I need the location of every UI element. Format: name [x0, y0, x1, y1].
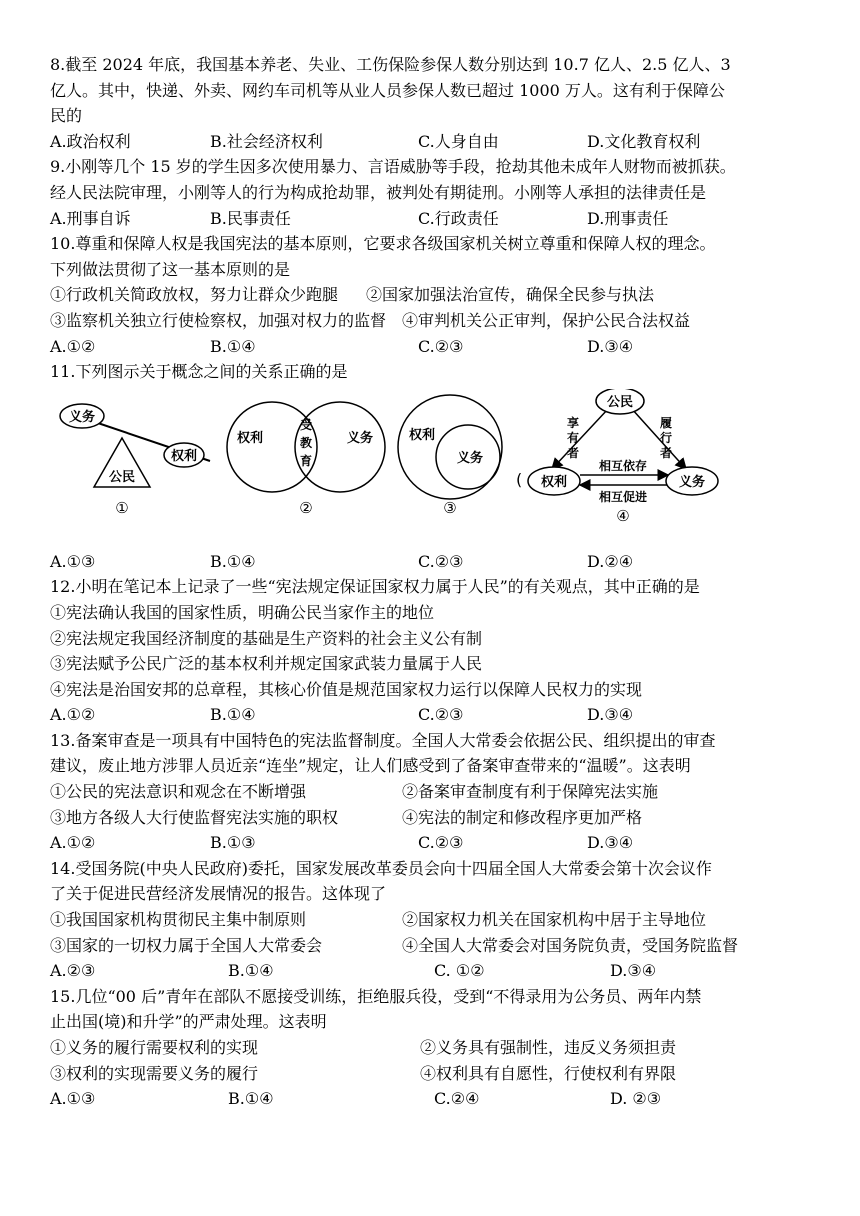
statement-row — [50, 907, 828, 933]
statement-3: ③地方各级人大行使监督宪法实施的职权 — [50, 807, 339, 827]
option-c[interactable]: C.②③ — [418, 336, 464, 356]
option-b[interactable]: B.①④ — [210, 336, 256, 356]
statement-4: ④宪法的制定和修改程序更加严格 — [402, 807, 643, 827]
options — [50, 702, 828, 728]
statement-1: ①我国国家机构贯彻民主集中制原则 — [50, 910, 307, 930]
options — [50, 206, 828, 232]
question-12 — [50, 574, 828, 728]
option-b[interactable]: B.①④ — [228, 961, 274, 981]
option-a[interactable]: A.①③ — [50, 1089, 96, 1109]
d4-right-label: 义务 — [678, 474, 706, 490]
question-9 — [50, 154, 828, 231]
option-b[interactable]: B.①④ — [228, 1089, 274, 1109]
statement-row — [50, 933, 828, 959]
option-c[interactable]: C.行政责任 — [418, 208, 499, 228]
d4-edge-right-1: 履 — [659, 415, 673, 430]
exam-page — [50, 52, 828, 1112]
d4-left-label: 权利 — [540, 474, 568, 490]
d1-number: ① — [115, 498, 129, 517]
d2-left-label: 权利 — [236, 430, 264, 446]
option-c[interactable]: C.②③ — [418, 833, 464, 853]
option-b[interactable]: B.①④ — [210, 551, 256, 571]
question-15 — [50, 984, 828, 1112]
statement-4: ④权利具有自愿性，行使权利有界限 — [420, 1063, 677, 1083]
diagram-1 — [60, 404, 210, 517]
d2-mid-3: 育 — [299, 453, 313, 468]
statement-3: ③监察机关独立行使检察权，加强对权力的监督 — [50, 310, 387, 330]
statement-2: ②宪法规定我国经济制度的基础是生产资料的社会主义公有制 — [50, 628, 483, 648]
statement-row — [50, 1035, 828, 1061]
question-text: 10.尊重和保障人权是我国宪法的基本原则，它要求各级国家机关树立尊重和保障人权的理念。 — [50, 234, 716, 254]
d3-outer-label: 权利 — [408, 427, 436, 443]
statement-3: ③宪法赋予公民广泛的基本权利并规定国家武装力量属于人民 — [50, 654, 483, 674]
d4-edge-left-3: 者 — [566, 445, 580, 460]
option-b[interactable]: B.社会经济权利 — [210, 131, 323, 151]
option-b[interactable]: B.民事责任 — [210, 208, 291, 228]
question-text: 13.备案审查是一项具有中国特色的宪法监督制度。全国人大常委会依据公民、组织提出的审查 — [50, 730, 716, 750]
options — [50, 830, 828, 856]
option-c[interactable]: C.②④ — [434, 1089, 480, 1109]
d4-arrow-bottom-label: 相互促进 — [598, 489, 648, 504]
diagram-3 — [398, 395, 502, 517]
option-c[interactable]: C.人身自由 — [418, 131, 499, 151]
question-11 — [50, 359, 828, 574]
option-c[interactable]: C.②③ — [418, 705, 464, 725]
question-13 — [50, 728, 828, 856]
option-d[interactable]: D.③④ — [610, 961, 657, 981]
question-text: 经人民法院审理，小刚等人的行为构成抢劫罪，被判处有期徒刑。小刚等人承担的法律责任是 — [50, 182, 707, 202]
option-d[interactable]: D.文化教育权利 — [587, 131, 701, 151]
question-text: 8.截至 2024 年底，我国基本养老、失业、工伤保险参保人数分别达到 10.7 亿人、2.5 亿人、3 — [50, 55, 731, 74]
d1-top-label: 义务 — [68, 409, 96, 425]
d2-number: ② — [299, 498, 313, 517]
statement-row — [50, 805, 828, 831]
options — [50, 1086, 828, 1112]
options — [50, 958, 828, 984]
question-text: 下列做法贯彻了这一基本原则的是 — [50, 259, 291, 279]
option-c[interactable]: C. ①② — [434, 961, 485, 981]
option-d[interactable]: D.③④ — [587, 336, 634, 356]
statement-4: ④宪法是治国安邦的总章程，其核心价值是规范国家权力运行以保障人民权力的实现 — [50, 679, 643, 699]
d4-edge-left-2: 有 — [566, 430, 580, 445]
option-b[interactable]: B.①④ — [210, 705, 256, 725]
option-c[interactable]: C.②③ — [418, 551, 464, 571]
option-a[interactable]: A.①② — [50, 336, 96, 356]
option-a[interactable]: A.①② — [50, 705, 96, 725]
option-d[interactable]: D.③④ — [587, 705, 634, 725]
question-14 — [50, 856, 828, 984]
option-d[interactable]: D.②④ — [587, 551, 634, 571]
d4-arrow-top-label: 相互依存 — [598, 458, 648, 473]
statement-2: ②备案审查制度有利于保障宪法实施 — [402, 782, 659, 802]
statement-2: ②义务具有强制性，违反义务须担责 — [420, 1038, 677, 1057]
statement-2: ②国家权力机关在国家机构中居于主导地位 — [402, 910, 707, 930]
question-text: 止出国(境)和升学”的严肃处理。这表明 — [50, 1012, 327, 1032]
option-d[interactable]: D.刑事责任 — [587, 208, 669, 228]
d3-number: ③ — [443, 498, 457, 517]
d2-right-label: 义务 — [346, 430, 374, 446]
question-text: 民的 — [50, 106, 83, 126]
statement-1: ①义务的履行需要权利的实现 — [50, 1038, 259, 1057]
option-d[interactable]: D.③④ — [587, 833, 634, 853]
diagram-4 — [516, 389, 718, 525]
options — [50, 549, 828, 575]
statement-3: ③国家的一切权力属于全国人大常委会 — [50, 935, 323, 955]
option-a[interactable]: A.①③ — [50, 551, 96, 571]
statement-4: ④全国人大常委会对国务院负责，受国务院监督 — [402, 935, 739, 955]
question-text: 11.下列图示关于概念之间的关系正确的是 — [50, 362, 348, 382]
d1-base-label: 公民 — [108, 469, 136, 485]
statement-row — [50, 779, 828, 805]
svg-text:(: ( — [516, 469, 523, 489]
question-text: 了关于促进民营经济发展情况的报告。这体现了 — [50, 884, 387, 904]
question-text: 15.几位“00 后”青年在部队不愿接受训练，拒绝服兵役，受到“不得录用为公务员、两年内禁 — [50, 986, 702, 1006]
options — [50, 334, 828, 360]
question-8 — [50, 52, 828, 154]
concept-diagrams — [50, 389, 828, 549]
statement-1: ①宪法确认我国的国家性质，明确公民当家作主的地位 — [50, 602, 435, 622]
option-d[interactable]: D. ②③ — [610, 1089, 662, 1109]
diagram-2 — [227, 402, 385, 517]
option-b[interactable]: B.①③ — [210, 833, 256, 853]
d4-edge-right-2: 行 — [659, 430, 673, 445]
statement-3: ③权利的实现需要义务的履行 — [50, 1063, 259, 1083]
d3-inner-label: 义务 — [456, 450, 484, 466]
statement-row — [50, 282, 828, 308]
option-a[interactable]: A.①② — [50, 833, 96, 853]
statement-1: ①公民的宪法意识和观念在不断增强 — [50, 782, 307, 802]
question-text: 9.小刚等几个 15 岁的学生因多次使用暴力、言语威胁等手段，抢劫其他未成年人财物而被抓获。 — [50, 157, 736, 177]
statement-4: ④审判机关公正审判，保护公民合法权益 — [402, 310, 691, 330]
statement-row — [50, 308, 828, 334]
options — [50, 129, 828, 155]
question-text: 14.受国务院(中央人民政府)委托，国家发展改革委员会向十四届全国人大常委会第十次会议作 — [50, 858, 712, 878]
statement-1: ①行政机关简政放权，努力让群众少跑腿 — [50, 285, 339, 305]
d4-top-label: 公民 — [606, 394, 634, 410]
d4-number: ④ — [616, 506, 630, 525]
d1-right-label: 权利 — [170, 448, 198, 464]
question-10 — [50, 231, 828, 359]
option-a[interactable]: A.②③ — [50, 961, 96, 981]
statement-2: ②国家加强法治宣传，确保全民参与执法 — [366, 285, 655, 305]
question-text: 亿人。其中，快递、外卖、网约车司机等从业人员参保人数已超过 1000 万人。这有利于保障公 — [50, 80, 725, 100]
question-text: 12.小明在笔记本上记录了一些“宪法规定保证国家权力属于人民”的有关观点，其中正确的是 — [50, 577, 700, 597]
question-text: 建议，废止地方涉罪人员近亲“连坐”规定，让人们感受到了备案审查带来的“温暖”。这表明 — [50, 756, 691, 776]
d4-edge-right-3: 者 — [659, 445, 673, 460]
option-a[interactable]: A.政治权利 — [50, 131, 131, 151]
d2-mid-2: 教 — [299, 435, 313, 450]
option-a[interactable]: A.刑事自诉 — [50, 208, 131, 228]
d2-mid-1: 受 — [299, 417, 313, 432]
d4-edge-left-1: 享 — [566, 415, 580, 430]
statement-row — [50, 1061, 828, 1087]
